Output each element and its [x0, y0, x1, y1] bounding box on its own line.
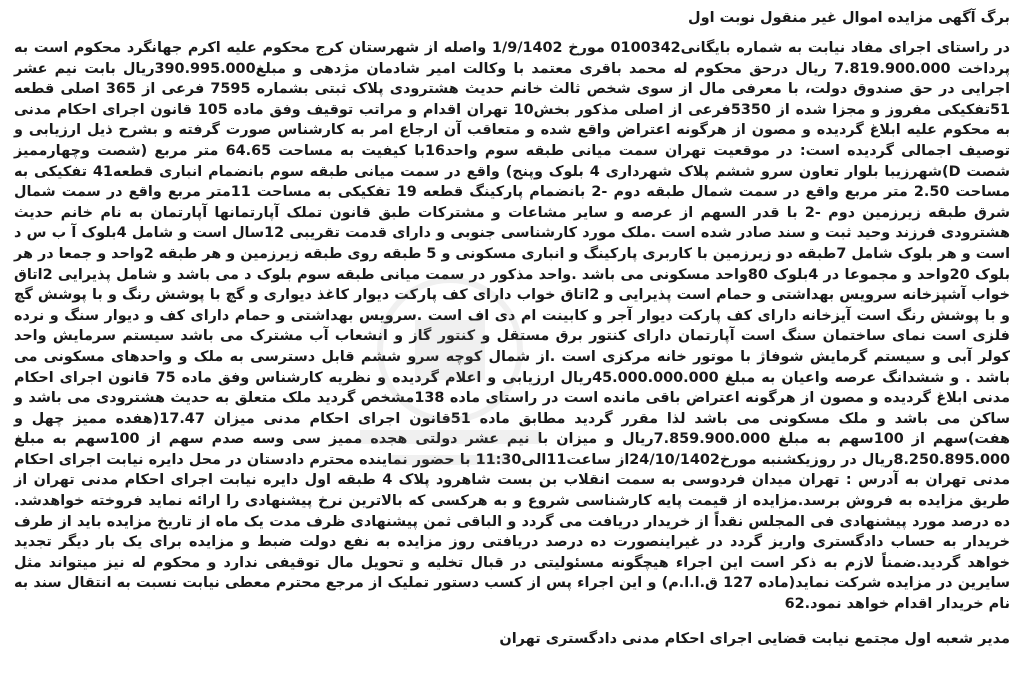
notice-body: در راستای اجرای مفاد نیابت به شماره بایگانی0100342 مورخ 1/9/1402 واصله از شهرستان کرج محکوم علیه اکرم جهانگرد محکوم است به پرداخت 7.819.900.000 ریال درحق محکوم له محمد باقری معتمد با وکالت امیر شادمان مژدهی و مبلغ390.995.000ریال بابت نیم عشر اجرایی در حق صندوق دولت، با معرفی مال از سوی شخص ثالث خانم حدیث هشترودی پلاک ثبتی بشماره 7595 فرعی از 365 اصلی قطعه 51تفکیکی مفروز و مجزا شده از 5350فرعی از اصلی مذکور بخش10 تهران اقدام و مراتب توقیف وفق ماده 105 قانون اجرای احکام مدنی به محکوم علیه ابلاغ گردیده و مصون از هرگونه اعتراض واقع شده و متعاقب آن ارجاع امر به کارشناس صورت گرفته و بشرح ذیل ارزیابی و توصیف اجمالی گردیده است: در موقعیت تهران سمت میانی طبقه سوم واحد16با کیفیت به مساحت 64.65 متر مربع (شصت وچهارممیز شصت D)شهرزیبا بلوار تعاون سرو ششم پلاک شهرداری 4 بلوک وپنج) واقع در سمت میانی طبقه سوم بانضمام انباری قطعه41 تفکیکی به مساحت 2.50 متر مربع واقع در سمت شمال طبقه دوم -2 بانضمام پارکینگ قطعه 19 تفکیکی به مساحت 11متر مربع واقع در سمت شمال شرق طبقه زیرزمین دوم -2 با قدر السهم از عرصه و سایر مشاعات و مشترکات طبق قانون تملک آپارتمانها آپارتمان به نام خانم حدیث هشترودی فرزند وحید ثبت و سند صادر شده است .ملک مورد کارشناسی جنوبی و دارای قدمت تقریبی 12سال است و شامل 4بلوک آ ب س د است و هر بلوک شامل 7طبقه دو زیرزمین با کاربری پارکینگ و انباری مسکونی و 5 طبقه روی طبقه زیرزمین و هر طبقه 2واحد و جمعا در هر بلوک 20واحد و مجموعا در 4بلوک 80واحد مسکونی می باشد .واحد مذکور در سمت میانی طبقه سوم بلوک د می باشد و شامل پذیرایی 2اتاق خواب آشپزخانه سرویس بهداشتی و حمام است پذیرایی و 2اتاق خواب دارای کف پارکت دیوار کاغذ دیواری و گچ با پوشش رنگ و با پوشش گچ و با پوشش رنگ است آیزخانه دارای کف پارکت دیوار آجر و کابینت ام دی اف است .سرویس بهداشتی و حمام دارای کف و دیوار سنگ و نرده فلزی است نمای ساختمان سنگ است آپارتمان دارای کنتور برق مستقل و کنتور گاز و انشعاب آب مشترک می باشد سیستم سرمایش واحد کولر آبی و سیستم گرمایش شوفاژ با موتور خانه مرکزی است .از شمال کوچه سرو ششم قابل دسترسی به ملک و واحدهای مسکونی می باشد . و ششدانگ عرصه واعیان به مبلغ 45.000.000.000ریال ارزیابی و اعلام گردیده و نظریه کارشناس وفق ماده 75 قانون اجرای احکام مدنی ابلاغ گردیده و مصون از هرگونه اعتراض باقی مانده است در راستای ماده 138مشخص گردید ملک متعلق به حدیث هشترودی می باشد و ساکن می باشد و ملک مسکونی می باشد لذا مقرر گردید مطابق ماده 51قانون اجرای احکام مدنی میزان 17.47(هفده ممیز چهل و هفت)سهم از 100سهم به مبلغ 7.859.900.000ریال و میزان با نیم عشر دولتی هجده ممیز سی وسه صدم سهم از 100سهم به مبلغ 8.250.895.000ریال در روزیکشنبه مورخ24/10/1402از ساعت11الی11:30 با حضور نماینده محترم دادستان در محل دایره نیابت اجرای احکام مدنی تهران به آدرس : تهران میدان فردوسی به سمت انقلاب بن بست شاهرود پلاک 4 طبقه اول دایره نیابت اجرای احکام مدنی تهران از طریق مزایده به فروش برسد.مزایده از قیمت پایه کارشناسی شروع و به هرکسی که بالاترین نرخ پیشنهادی را ارائه نماید فروخته خواهدشد. ده درصد مورد پیشنهادی فی المجلس نقداً از خریدار دریافت می گردد و الباقی ثمن پیشنهادی ظرف مدت یک ماه از تاریخ مزایده باید از طرف خریدار به حساب دادگستری واریز گردد در غیراینصورت ده درصد دریافتی روز مزایده به نفع دولت ضبط و مزایده برای یک بار دیگر تجدید خواهد گردید.ضمناً لازم به ذکر است این اجراء هیچگونه مسئولیتی در قبال تخلیه و تحویل مال توقیفی ندارد و محکوم له نیز میتواند مثل سایرین در مزایده شرکت نماید(ماده 127 ق.ا.ا.م) و این اجراء پس از کسب دستور تملیک از مرجع محترم معطی نیابت نسبت به انتقال سند به نام خریدار اقدام خواهد نمود.62 — [14, 40, 1011, 613]
notice-page — [12, 4, 1012, 684]
notice-title: برگ آگهی مزایده اموال غیر منقول نوبت اول — [688, 10, 1010, 26]
notice-footer: مدیر شعبه اول مجتمع نیابت قضایی اجرای احکام مدنی دادگستری تهران — [499, 630, 1010, 647]
